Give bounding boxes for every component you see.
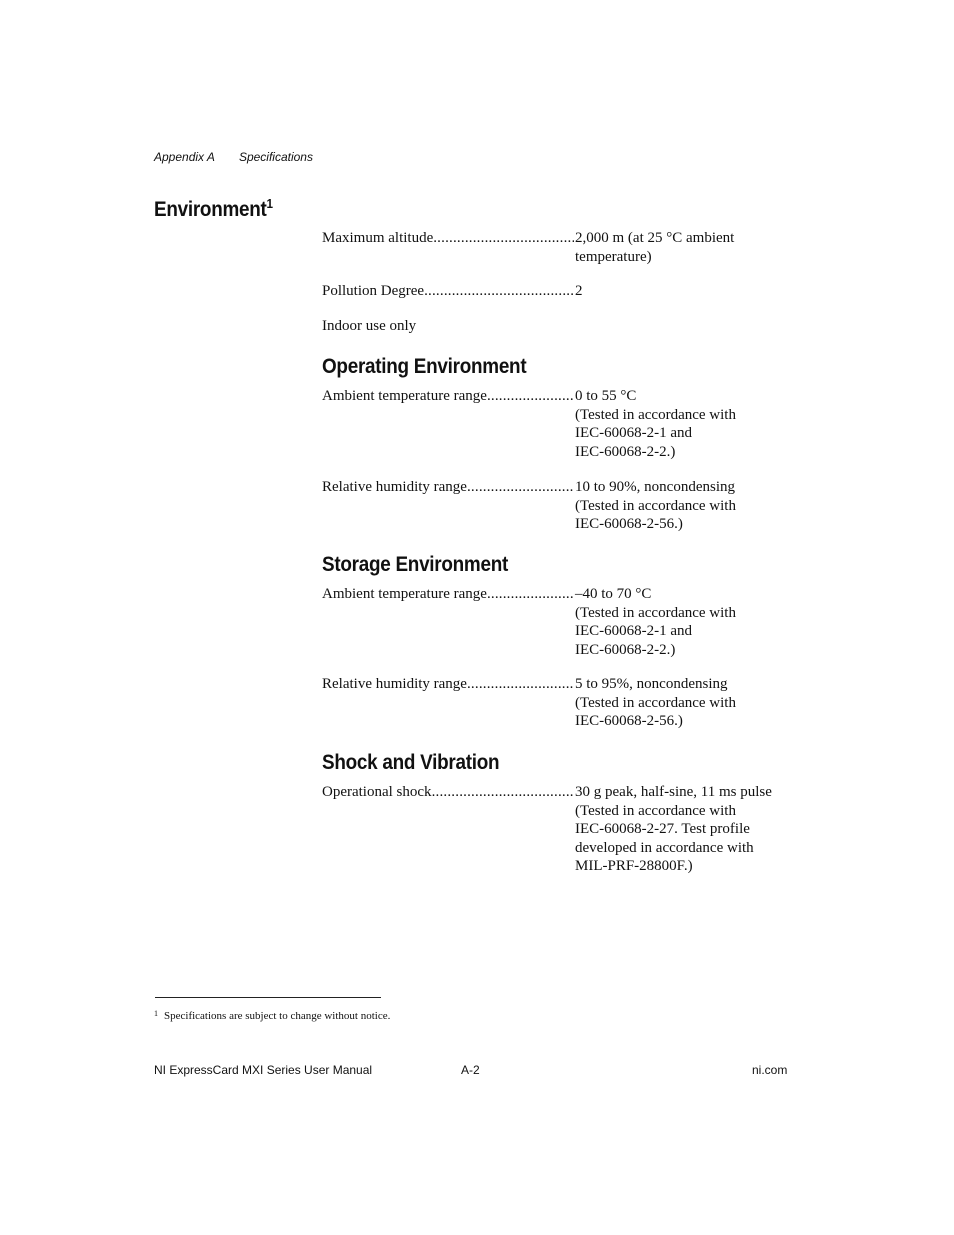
footnote-text: Specifications are subject to change without notice. bbox=[164, 1010, 391, 1022]
spec-value-maximum-altitude: 2,000 m (at 25 °C ambient temperature) bbox=[575, 230, 735, 265]
spec-label-storage-ambient-temperature: Ambient temperature range ..... bbox=[322, 585, 574, 604]
operating-environment-heading: Operating Environment bbox=[322, 355, 527, 378]
spec-value-operational-shock: 30 g peak, half-sine, 11 ms pulse (Tested in accordance with IEC-60068-2-27. Test profile developed in accordance with MIL-PRF-28800F.) bbox=[575, 784, 772, 875]
spec-label-operating-relative-humidity: Relative humidity range ..... bbox=[322, 478, 574, 497]
shock-and-vibration-heading: Shock and Vibration bbox=[322, 751, 500, 774]
spec-label-operational-shock: Operational shock ..... bbox=[322, 783, 574, 802]
environment-heading bbox=[154, 198, 273, 222]
footer-manual-title: NI ExpressCard MXI Series User Manual bbox=[154, 1063, 373, 1077]
footnote-reference: 1 bbox=[266, 196, 273, 211]
spec-label-maximum-altitude: Maximum altitude ..... bbox=[322, 229, 574, 248]
running-header-chapter: Appendix A bbox=[154, 150, 215, 164]
indoor-use-note: Indoor use only bbox=[322, 318, 417, 334]
running-header bbox=[154, 150, 313, 164]
spec-label-operating-ambient-temperature: Ambient temperature range ..... bbox=[322, 387, 574, 406]
spec-value-storage-ambient-temperature: –40 to 70 °C (Tested in accordance with IEC-60068-2-1 and IEC-60068-2-2.) bbox=[575, 586, 736, 658]
spec-value-pollution-degree: 2 bbox=[575, 283, 583, 299]
footnote-divider bbox=[155, 997, 381, 998]
environment-heading-text: Environment bbox=[154, 198, 267, 221]
storage-environment-heading: Storage Environment bbox=[322, 553, 509, 576]
spec-value-operating-ambient-temperature: 0 to 55 °C (Tested in accordance with IEC-60068-2-1 and IEC-60068-2-2.) bbox=[575, 388, 736, 460]
running-header-section: Specifications bbox=[238, 150, 313, 164]
footer-website: ni.com bbox=[752, 1063, 788, 1077]
spec-label-storage-relative-humidity: Relative humidity range ..... bbox=[322, 675, 574, 694]
spec-value-storage-relative-humidity: 5 to 95%, noncondensing (Tested in accordance with IEC-60068-2-56.) bbox=[575, 676, 736, 730]
spec-value-operating-relative-humidity: 10 to 90%, noncondensing (Tested in accordance with IEC-60068-2-56.) bbox=[575, 479, 736, 533]
footnote bbox=[154, 1009, 390, 1022]
spec-label-pollution-degree: Pollution Degree ..... bbox=[322, 282, 574, 301]
footer-page-number: A-2 bbox=[461, 1063, 480, 1077]
footnote-mark: 1 bbox=[154, 1009, 158, 1018]
